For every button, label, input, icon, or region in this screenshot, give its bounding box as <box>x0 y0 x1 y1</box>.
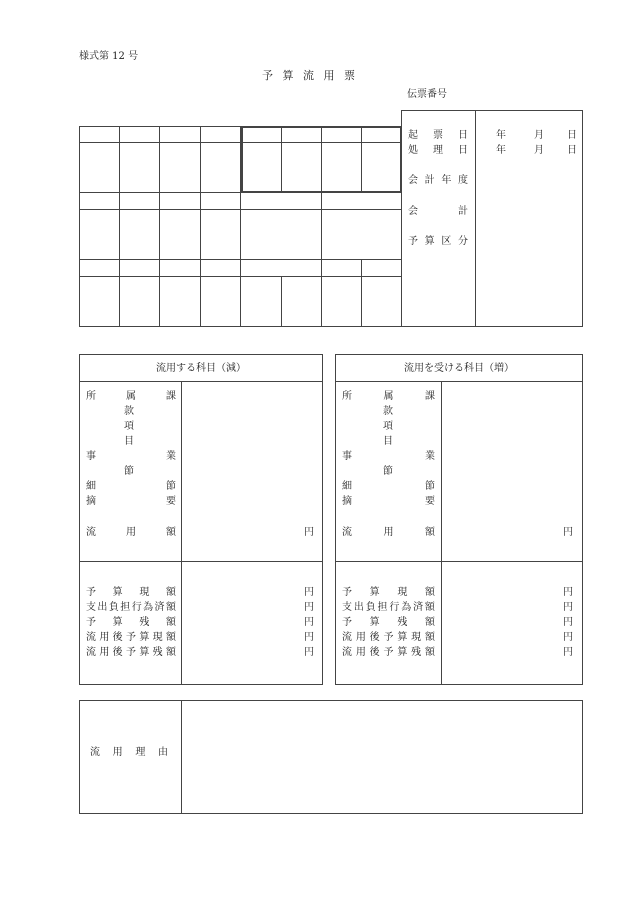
dec-yen-1: 円 <box>304 587 314 598</box>
dec-saisetsu-label: 細 節 <box>86 481 176 492</box>
inc-after-genzai-label: 流 用 後 予 算 現 額 <box>342 632 435 643</box>
dec-yen-4: 円 <box>304 632 314 643</box>
reason-label: 流 用 理 由 <box>90 747 168 758</box>
inc-saisetsu-label: 細 節 <box>342 481 435 492</box>
inc-ryuyou-yen: 円 <box>563 527 573 538</box>
dec-kou-label: 項 <box>124 421 134 432</box>
dec-yen-3: 円 <box>304 617 314 628</box>
dec-after-genzai-label: 流 用 後 予 算 現 額 <box>86 632 176 643</box>
inc-zangaku-label: 予 算 残 額 <box>342 617 435 628</box>
dec-shishutsu-label: 支 出 負 担 行 為 済 額 <box>86 602 176 613</box>
shori-date-label: 処 理 日 <box>408 145 468 156</box>
shori-year: 年 <box>496 145 506 156</box>
kihyo-day: 日 <box>567 130 577 141</box>
shori-month: 月 <box>534 145 544 156</box>
dec-genzai-label: 予 算 現 額 <box>86 587 176 598</box>
inc-yen-1: 円 <box>563 587 573 598</box>
inc-genzai-label: 予 算 現 額 <box>342 587 435 598</box>
dec-setsu-label: 節 <box>124 466 134 477</box>
dec-tekiyou-label: 摘 要 <box>86 496 176 507</box>
page-title: 予 算 流 用 票 <box>262 69 358 82</box>
dec-after-zan-label: 流 用 後 予 算 残 額 <box>86 647 176 658</box>
inc-tekiyou-label: 摘 要 <box>342 496 435 507</box>
inc-yen-4: 円 <box>563 632 573 643</box>
inc-setsu-label: 節 <box>383 466 393 477</box>
inc-kou-label: 項 <box>383 421 393 432</box>
dec-yen-2: 円 <box>304 602 314 613</box>
kihyo-month: 月 <box>534 130 544 141</box>
inc-yen-2: 円 <box>563 602 573 613</box>
decrease-header: 流用する科目（減） <box>156 363 246 374</box>
kihyo-date-label: 起 票 日 <box>408 130 468 141</box>
info-box <box>401 110 583 327</box>
dec-kan-label: 款 <box>124 406 134 417</box>
dec-ryuyou-yen: 円 <box>304 527 314 538</box>
inc-jigyou-label: 事 業 <box>342 451 435 462</box>
inc-kan-label: 款 <box>383 406 393 417</box>
inc-ryuyou-label: 流 用 額 <box>342 527 435 538</box>
kihyo-year: 年 <box>496 130 506 141</box>
dec-yen-5: 円 <box>304 647 314 658</box>
dec-shozoku-label: 所 属 課 <box>86 391 176 402</box>
inc-shozoku-label: 所 属 課 <box>342 391 435 402</box>
inc-yen-3: 円 <box>563 617 573 628</box>
kaikei-label: 会 計 <box>408 206 468 217</box>
inc-yen-5: 円 <box>563 647 573 658</box>
voucher-number-label: 伝票番号 <box>407 89 447 100</box>
increase-header: 流用を受ける科目（増） <box>404 363 514 374</box>
dec-ryuyou-label: 流 用 額 <box>86 527 176 538</box>
kaikei-nendo-label: 会 計 年 度 <box>408 175 468 186</box>
form-number: 様式第 12 号 <box>79 51 139 62</box>
inc-shishutsu-label: 支 出 負 担 行 為 済 額 <box>342 602 435 613</box>
inc-moku-label: 目 <box>383 436 393 447</box>
dec-zangaku-label: 予 算 残 額 <box>86 617 176 628</box>
shori-day: 日 <box>567 145 577 156</box>
inc-after-zan-label: 流 用 後 予 算 残 額 <box>342 647 435 658</box>
dec-moku-label: 目 <box>124 436 134 447</box>
dec-jigyou-label: 事 業 <box>86 451 176 462</box>
yosan-kubun-label: 予 算 区 分 <box>408 236 468 247</box>
